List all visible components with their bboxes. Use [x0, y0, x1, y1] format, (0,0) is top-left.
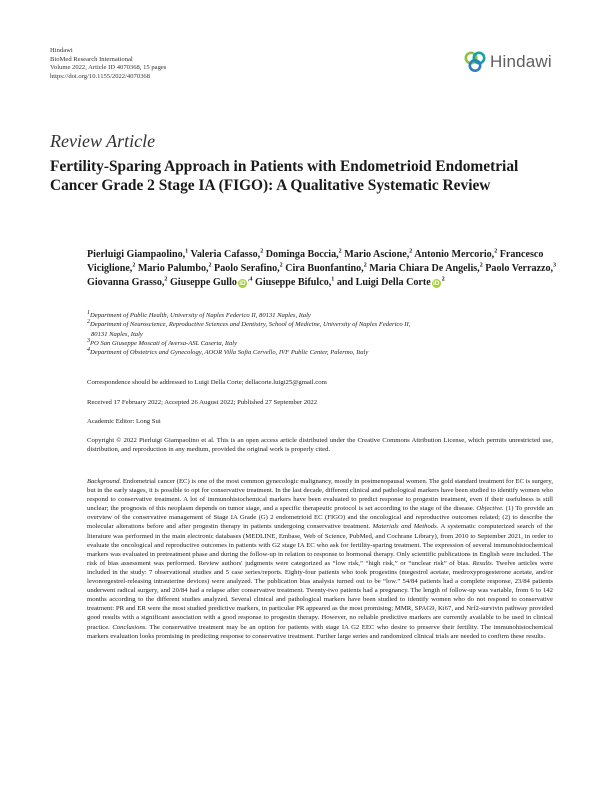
- author-affiliation-mark: 2: [409, 248, 413, 255]
- abstract-section-label: Materials and Methods.: [372, 523, 439, 531]
- author-name: and Luigi Della Corte: [336, 277, 431, 289]
- author-affiliation-mark: 2: [338, 248, 342, 255]
- abstract-section-text: (1) To provide an overview of the conservative management of Stage IA Grade (G) 2 endometrioid EC (FIGO) and the oncological and reproductive outcomes related; (2) to describe the molecular alterations before and after progestin therapy in patients undergoing conservative treatment.: [87, 505, 553, 531]
- academic-editor: Academic Editor: Long Sui: [87, 418, 161, 425]
- publication-dates: Received 17 February 2022; Accepted 26 August 2022; Published 27 September 2022: [87, 399, 318, 406]
- author-name: Pierluigi Giampaolino,: [87, 249, 186, 260]
- author-affiliation-mark: 1: [331, 277, 335, 284]
- author-affiliation-mark: 2: [441, 277, 445, 284]
- author: [266, 249, 342, 260]
- author-affiliation-mark: 2: [260, 248, 264, 255]
- affiliation: [87, 348, 547, 357]
- author: [255, 277, 334, 288]
- author-affiliation-mark: 3: [553, 262, 557, 269]
- affiliation-text: Department of Obstetrics and Gynecology, AOOR Villa Sofia Cervello, IVF Public Center, Palermo, Italy: [90, 349, 369, 357]
- affiliation-number: 1: [87, 309, 90, 316]
- author: [485, 263, 556, 274]
- volume-line: Volume 2022, Article ID 4070368, 15 pages: [50, 64, 167, 72]
- author-name: Paolo Verrazzo,: [485, 263, 554, 275]
- author-name: Antonio Mercorio,: [414, 249, 495, 260]
- author-affiliation-mark: 2: [164, 277, 168, 284]
- abstract-section-text: A systematic computerized search of the literature was performed in the main electronic databases (MEDLINE, Embase, Web of Science, PubMed, and Cochrane Library), from 2010 to September 2021, in order to evaluate the oncological and reproductive outcomes in patients with G2 stage IA EC who ask for fertility-sparing treatment. The expression of several immunohistochemical markers was evaluated in pretreatment phase and during the follow-up in relation to response to hormonal therapy. Only scientific publications in English were included. The risk of bias assessment was performed. Review authors' judgments were categorized as “low risk,” “high risk,” or “unclear risk” of bias.: [87, 523, 553, 567]
- author-affiliation-mark: 2: [479, 262, 483, 269]
- abstract-section-text: The conservative treatment may be an option for patients with stage IA G2 EEC who desire to preserve their fertility. The immunohistochemical markers evaluation looks promising in predicting response to conservative treatment. Further large series and randomized clinical trials are needed to confirm these results.: [87, 623, 553, 640]
- journal-name: BioMed Research International: [50, 55, 133, 63]
- author-name: Francesco Viciglione,: [87, 249, 544, 275]
- author-affiliation-mark: 2: [132, 262, 136, 269]
- publisher-name: Hindawi: [50, 47, 73, 54]
- affiliation-list: [87, 311, 547, 357]
- affiliation-text-continued: 80131 Naples, Italy: [91, 330, 143, 338]
- author-affiliation-mark: 2: [208, 262, 212, 269]
- author: [414, 249, 497, 260]
- author-affiliation-mark: 1: [185, 248, 189, 255]
- author: [87, 277, 167, 288]
- affiliation-text: Department of Public Health, University of Naples Federico II, 80131 Naples, Italy: [90, 312, 311, 319]
- author-name: Valeria Cafasso,: [190, 249, 261, 260]
- author: [138, 263, 212, 274]
- affiliation-text: Department of Neuroscience, Reproductive Sciences and Dentistry, School of Medicine, University of Naples Federico II,: [90, 321, 411, 329]
- author: [190, 249, 263, 260]
- hindawi-wordmark: Hindawi: [490, 52, 552, 71]
- hindawi-logo-icon: [463, 50, 487, 74]
- affiliation-text: PO San Giuseppe Moscati of Aversa-ASL Caserta, Italy: [90, 339, 238, 347]
- affiliation-number: 4: [87, 347, 90, 353]
- author-name: Dominga Boccia,: [265, 249, 339, 260]
- abstract-section-text: Endometrial cancer (EC) is one of the most common gynecologic malignancy, mostly in postmenopausal women. The gold standard treatment for EC is surgery, but in the early stages, it is possible to opt for conservative treatment. In the last decade, different clinical and pathological markers have been studied to identify women who respond to conservative treatment. A lot of immunohistochemical markers have been evaluated to predict response to progestin treatment, even if their usefulness is still unclear; the prognosis of this neoplasm depends on tumor stage, and a specific therapeutic protocol is set according to the stage of the disease.: [87, 478, 553, 513]
- author-name: Cira Buonfantino,: [285, 263, 364, 275]
- affiliation-number: 3: [87, 337, 90, 344]
- author-name: Paolo Serafino,: [214, 263, 280, 275]
- author-name: Maria Chiara De Angelis,: [369, 263, 480, 275]
- author: [285, 263, 367, 274]
- copyright-notice: Copyright © 2022 Pierluigi Giampaolino et al. This is an open access article distributed under the Creative Commons Attribution License, which permits unrestricted use, distribution, and reproduction in any medium, provided the original work is properly cited.: [87, 437, 553, 453]
- author-affiliation-mark: 2: [279, 262, 283, 269]
- affiliation: [87, 339, 547, 348]
- journal-header: [50, 47, 166, 81]
- author-name: Giovanna Grasso,: [87, 277, 165, 289]
- author: [344, 249, 412, 260]
- author-affiliation-mark: 2: [363, 262, 367, 269]
- abstract-section-text: Twelve articles were included in the study: 7 observational studies and 5 case series/reports. Eighty-four patients who took progestins (megestrol acetate, medroxyprogesterone acetate, and/or levonorgestrel-releasing intrauterine devices) were analyzed. The publication bias analysis turned out to be “low.” 54/84 patients had a complete response, 23/84 patients underwent radical surgery, and 20/84 had a relapse after conservative treatment. Twenty-two patients had a pregnancy. The length of follow-up was variable, from 6 to 142 months according to the different studies analyzed. Several clinical and pathological markers have been studied to identify women who do not respond to conservative treatment: PR and ER were the most studied predictive markers, in particular PR appeared as the most promising; MMR, SPAG9, Ki67, and Nrf2-survivin pathway provided good results with a significant association with a good response to progestin therapy. However, no reliable predictive markers are currently available to be used in clinical practice.: [87, 559, 553, 631]
- correspondence: Correspondence should be addressed to Luigi Della Corte; dellacorte.luigi25@gmail.com: [87, 379, 327, 386]
- abstract-section-label: Objective.: [476, 505, 504, 513]
- author: [87, 249, 188, 260]
- affiliation: [87, 320, 547, 339]
- author: [369, 263, 482, 274]
- orcid-icon[interactable]: iD: [433, 279, 440, 287]
- abstract-section-label: Background.: [87, 478, 122, 485]
- author: [337, 277, 445, 288]
- abstract: [87, 477, 553, 641]
- affiliation: [87, 311, 547, 320]
- author: [170, 277, 253, 288]
- author-list: [87, 248, 557, 291]
- abstract-section-label: Conclusions.: [112, 623, 148, 631]
- author: [214, 263, 283, 274]
- author-name: Giuseppe Gullo: [169, 277, 237, 289]
- author-affiliation-mark: ,4: [247, 277, 253, 284]
- author-name: Mario Palumbo,: [137, 263, 209, 275]
- affiliation-number: 2: [87, 319, 90, 326]
- author-name: Mario Ascione,: [344, 249, 410, 260]
- hindawi-logo: [463, 50, 552, 74]
- author-affiliation-mark: 2: [494, 248, 498, 255]
- abstract-section-label: Results.: [472, 559, 494, 567]
- orcid-icon[interactable]: iD: [239, 279, 246, 287]
- author-name: Giuseppe Bifulco,: [255, 277, 332, 289]
- article-type: Review Article: [50, 131, 156, 151]
- doi-link[interactable]: https://doi.org/10.1155/2022/4070368: [50, 72, 151, 80]
- article-title: Fertility-Sparing Approach in Patients with Endometrioid Endometrial Cancer Grade 2 Stage IA (FIGO): A Qualitative Systematic Review: [50, 158, 519, 194]
